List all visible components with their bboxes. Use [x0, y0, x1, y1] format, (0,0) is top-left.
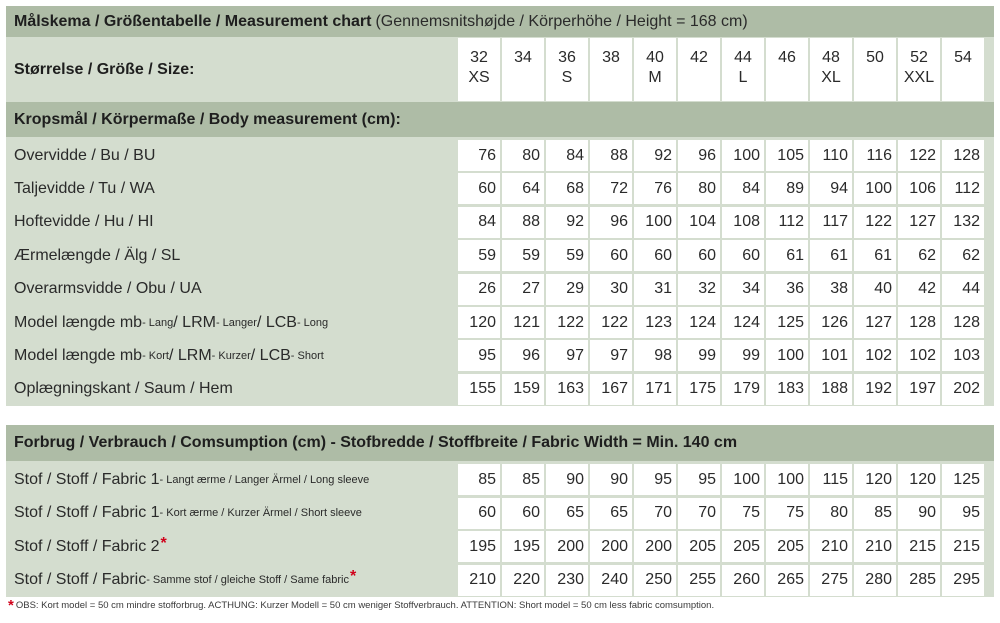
size-code: XL [821, 69, 841, 86]
value-cell: 260 [720, 565, 764, 596]
value-cell: 192 [852, 374, 896, 405]
value-cell: 70 [632, 498, 676, 529]
size-number: 48 [822, 49, 840, 66]
value-cells [458, 530, 984, 563]
value-cell: 202 [940, 374, 984, 405]
value-cell: 295 [940, 565, 984, 596]
value-cell: 36 [764, 274, 808, 305]
row-label [6, 497, 458, 530]
value-cell: 80 [676, 173, 720, 204]
value-cell: 103 [940, 340, 984, 371]
value-cell: 163 [544, 374, 588, 405]
value-cells [458, 239, 984, 272]
body-section-header [6, 102, 994, 137]
value-cell: 125 [940, 464, 984, 495]
value-cell: 240 [588, 565, 632, 596]
value-cell: 101 [808, 340, 852, 371]
value-cell: 122 [852, 207, 896, 238]
value-cell: 215 [940, 531, 984, 562]
size-row-label: Størrelse / Größe / Size: [14, 60, 195, 78]
size-code: L [738, 69, 748, 86]
value-cell: 80 [808, 498, 852, 529]
value-cell: 265 [764, 565, 808, 596]
table-row [6, 239, 994, 272]
row-label: Ærmelængde / Älg / SL [14, 246, 181, 264]
value-cell: 88 [500, 207, 544, 238]
value-cells [458, 273, 984, 306]
table-row [6, 172, 994, 205]
value-cell: 155 [458, 374, 500, 405]
value-cell: 112 [940, 173, 984, 204]
value-cell: 108 [720, 207, 764, 238]
value-cell: 90 [588, 464, 632, 495]
value-cell: 120 [852, 464, 896, 495]
row-label-part: - Lang [142, 316, 174, 329]
value-cell: 30 [588, 274, 632, 305]
row-label [6, 530, 458, 563]
value-cell: 110 [808, 140, 852, 171]
size-cell [632, 38, 676, 101]
size-number: 40 [646, 49, 664, 66]
row-label-part: / LCB [250, 346, 291, 364]
value-cells [458, 339, 984, 372]
value-cell: 95 [458, 340, 500, 371]
value-cell: 29 [544, 274, 588, 305]
value-cell: 102 [896, 340, 940, 371]
value-cell: 128 [940, 307, 984, 338]
value-cell: 75 [720, 498, 764, 529]
row-label-part: - Kurzer [211, 349, 251, 362]
size-cell [720, 38, 764, 101]
value-cells [458, 497, 984, 530]
row-label-part: Model længde mb [14, 346, 143, 364]
size-cell [588, 38, 632, 101]
value-cell: 195 [458, 531, 500, 562]
value-cell: 285 [896, 565, 940, 596]
value-cell: 175 [676, 374, 720, 405]
value-cell: 100 [764, 464, 808, 495]
value-cells [458, 463, 984, 496]
value-cell: 205 [676, 531, 720, 562]
value-cell: 76 [632, 173, 676, 204]
value-cells [458, 206, 984, 239]
row-label [6, 339, 458, 372]
value-cell: 100 [720, 140, 764, 171]
value-cell: 132 [940, 207, 984, 238]
value-cell: 96 [676, 140, 720, 171]
row-label-part: Model længde mb [14, 313, 143, 331]
size-number: 38 [602, 49, 620, 66]
table-row [6, 564, 994, 597]
row-label: Taljevidde / Tu / WA [14, 179, 155, 197]
row-label-note: - Samme stof / gleiche Stoff / Same fabric [146, 574, 349, 586]
value-cell: 127 [852, 307, 896, 338]
value-cell: 122 [896, 140, 940, 171]
table-row [6, 530, 994, 563]
value-cell: 215 [896, 531, 940, 562]
value-cell: 183 [764, 374, 808, 405]
value-cell: 94 [808, 173, 852, 204]
value-cell: 75 [764, 498, 808, 529]
value-cell: 121 [500, 307, 544, 338]
value-cell: 59 [544, 240, 588, 271]
value-cell: 250 [632, 565, 676, 596]
value-cell: 26 [458, 274, 500, 305]
value-cell: 96 [500, 340, 544, 371]
row-label [6, 564, 458, 597]
row-label-main: Stof / Stoff / Fabric 2 [14, 537, 160, 555]
value-cell: 200 [544, 531, 588, 562]
value-cell: 205 [764, 531, 808, 562]
value-cell: 27 [500, 274, 544, 305]
value-cell: 255 [676, 565, 720, 596]
value-cell: 40 [852, 274, 896, 305]
row-label: Hoftevidde / Hu / HI [14, 213, 154, 231]
measurement-chart [6, 6, 994, 617]
value-cell: 97 [588, 340, 632, 371]
value-cells [458, 306, 984, 339]
size-number: 42 [690, 49, 708, 66]
value-cell: 122 [588, 307, 632, 338]
size-number: 46 [778, 49, 796, 66]
value-cell: 100 [720, 464, 764, 495]
value-cell: 65 [588, 498, 632, 529]
value-cells [458, 373, 984, 406]
value-cell: 200 [632, 531, 676, 562]
row-label-part: - Long [296, 316, 329, 329]
value-cell: 92 [632, 140, 676, 171]
size-number: 44 [734, 49, 752, 66]
row-label: Overarmsvidde / Obu / UA [14, 280, 202, 298]
value-cell: 85 [500, 464, 544, 495]
value-cell: 72 [588, 173, 632, 204]
value-cell: 280 [852, 565, 896, 596]
row-label-part: / LCB [256, 313, 297, 331]
row-label: Oplægningskant / Saum / Hem [14, 380, 233, 398]
value-cell: 116 [852, 140, 896, 171]
value-cell: 32 [676, 274, 720, 305]
value-cell: 95 [676, 464, 720, 495]
value-cell: 100 [632, 207, 676, 238]
size-number: 50 [866, 49, 884, 66]
asterisk-icon: * [349, 568, 357, 585]
value-cell: 179 [720, 374, 764, 405]
value-cell: 60 [458, 173, 500, 204]
table-row [6, 339, 994, 372]
value-cell: 88 [588, 140, 632, 171]
value-cell: 60 [500, 498, 544, 529]
table-row [6, 373, 994, 406]
size-number: 52 [910, 49, 928, 66]
value-cell: 90 [544, 464, 588, 495]
row-label: Overvidde / Bu / BU [14, 146, 156, 164]
value-cell: 210 [852, 531, 896, 562]
row-label-part: / LRM [173, 313, 216, 331]
size-code: XS [468, 69, 490, 86]
value-cell: 84 [544, 140, 588, 171]
consumption-section-title: Forbrug / Verbrauch / Comsumption (cm) - Stofbredde / Stoffbreite / Fabric Width = Min. 140 cm [14, 434, 738, 451]
value-cell: 64 [500, 173, 544, 204]
value-cell: 61 [852, 240, 896, 271]
row-label-part: - Langer [215, 316, 257, 329]
value-cell: 76 [458, 140, 500, 171]
value-cell: 210 [458, 565, 500, 596]
size-cell [808, 38, 852, 101]
row-label [6, 306, 458, 339]
size-number: 32 [470, 49, 488, 66]
chart-title-bar [6, 6, 994, 37]
value-cell: 70 [676, 498, 720, 529]
value-cell: 205 [720, 531, 764, 562]
row-label-main: Stof / Stoff / Fabric [14, 571, 147, 588]
value-cell: 275 [808, 565, 852, 596]
value-cell: 167 [588, 374, 632, 405]
value-cell: 59 [458, 240, 500, 271]
value-cell: 210 [808, 531, 852, 562]
footnote-text: OBS: Kort model = 50 cm mindre stofforbrug. ACTHUNG: Kurzer Modell = 50 cm weniger Stoffverbrauch. ATTENTION: Short model = 50 cm less fabric comsumption. [15, 599, 715, 611]
value-cell: 95 [632, 464, 676, 495]
size-cells [458, 37, 984, 102]
value-cells [458, 172, 984, 205]
value-cell: 42 [896, 274, 940, 305]
value-cell: 60 [676, 240, 720, 271]
size-cell [852, 38, 896, 101]
value-cell: 117 [808, 207, 852, 238]
size-number: 36 [558, 49, 576, 66]
value-cell: 120 [896, 464, 940, 495]
value-cell: 95 [940, 498, 984, 529]
value-cell: 124 [676, 307, 720, 338]
value-cell: 99 [720, 340, 764, 371]
body-section-title: Kropsmål / Körpermaße / Body measurement (cm): [14, 110, 401, 128]
footnote [6, 596, 994, 614]
table-row [6, 139, 994, 172]
value-cell: 104 [676, 207, 720, 238]
value-cell: 128 [896, 307, 940, 338]
value-cell: 61 [808, 240, 852, 271]
value-cell: 84 [720, 173, 764, 204]
table-row [6, 463, 994, 496]
value-cell: 188 [808, 374, 852, 405]
size-code: M [648, 69, 662, 86]
size-code: S [561, 69, 573, 86]
value-cell: 80 [500, 140, 544, 171]
value-cell: 85 [852, 498, 896, 529]
value-cell: 61 [764, 240, 808, 271]
row-label-main: Stof / Stoff / Fabric 1 [14, 504, 160, 521]
value-cell: 84 [458, 207, 500, 238]
value-cell: 197 [896, 374, 940, 405]
size-cell [940, 38, 984, 101]
value-cell: 68 [544, 173, 588, 204]
row-label [6, 463, 458, 496]
value-cell: 31 [632, 274, 676, 305]
table-row [6, 497, 994, 530]
value-cell: 105 [764, 140, 808, 171]
value-cell: 126 [808, 307, 852, 338]
value-cell: 85 [458, 464, 500, 495]
value-cell: 220 [500, 565, 544, 596]
row-label-part: / LRM [168, 346, 212, 364]
size-cell [544, 38, 588, 101]
value-cell: 230 [544, 565, 588, 596]
row-label-note: - Langt ærme / Langer Ärmel / Long sleeve [159, 473, 370, 486]
footnote-star-icon: * [8, 596, 14, 614]
asterisk-icon: * [160, 534, 167, 552]
value-cell: 112 [764, 207, 808, 238]
value-cell: 60 [458, 498, 500, 529]
size-cell [458, 38, 500, 101]
value-cell: 115 [808, 464, 852, 495]
value-cell: 99 [676, 340, 720, 371]
value-cell: 90 [896, 498, 940, 529]
value-cell: 44 [940, 274, 984, 305]
size-code: XXL [903, 69, 935, 86]
value-cell: 195 [500, 531, 544, 562]
value-cell: 122 [544, 307, 588, 338]
value-cell: 60 [632, 240, 676, 271]
row-label-main: Stof / Stoff / Fabric 1 [14, 470, 160, 488]
value-cell: 60 [720, 240, 764, 271]
size-number: 34 [514, 49, 532, 66]
value-cell: 120 [458, 307, 500, 338]
value-cell: 125 [764, 307, 808, 338]
value-cell: 65 [544, 498, 588, 529]
table-row [6, 273, 994, 306]
value-cell: 200 [588, 531, 632, 562]
size-row [6, 37, 994, 102]
value-cell: 60 [588, 240, 632, 271]
value-cell: 59 [500, 240, 544, 271]
value-cells [458, 564, 984, 597]
consumption-section-header [6, 425, 994, 461]
row-label-part: - Short [290, 349, 324, 362]
value-cell: 96 [588, 207, 632, 238]
size-cell [500, 38, 544, 101]
chart-title: Målskema / Größentabelle / Measurement chart [14, 12, 372, 30]
value-cell: 100 [764, 340, 808, 371]
value-cell: 98 [632, 340, 676, 371]
size-cell [676, 38, 720, 101]
value-cell: 102 [852, 340, 896, 371]
value-cell: 89 [764, 173, 808, 204]
value-cell: 123 [632, 307, 676, 338]
value-cell: 38 [808, 274, 852, 305]
row-label-part: - Kort [142, 349, 169, 362]
value-cells [458, 139, 984, 172]
value-cell: 159 [500, 374, 544, 405]
value-cell: 124 [720, 307, 764, 338]
row-label-note: - Kort ærme / Kurzer Ärmel / Short sleeve [159, 507, 362, 519]
size-number: 54 [954, 49, 972, 66]
size-cell [896, 38, 940, 101]
value-cell: 171 [632, 374, 676, 405]
value-cell: 34 [720, 274, 764, 305]
value-cell: 62 [940, 240, 984, 271]
value-cell: 92 [544, 207, 588, 238]
value-cell: 62 [896, 240, 940, 271]
value-cell: 127 [896, 207, 940, 238]
chart-subtitle: (Gennemsnitshøjde / Körperhöhe / Height = 168 cm) [375, 12, 748, 30]
table-row [6, 306, 994, 339]
value-cell: 106 [896, 173, 940, 204]
value-cell: 97 [544, 340, 588, 371]
size-cell [764, 38, 808, 101]
table-row [6, 206, 994, 239]
value-cell: 100 [852, 173, 896, 204]
value-cell: 128 [940, 140, 984, 171]
